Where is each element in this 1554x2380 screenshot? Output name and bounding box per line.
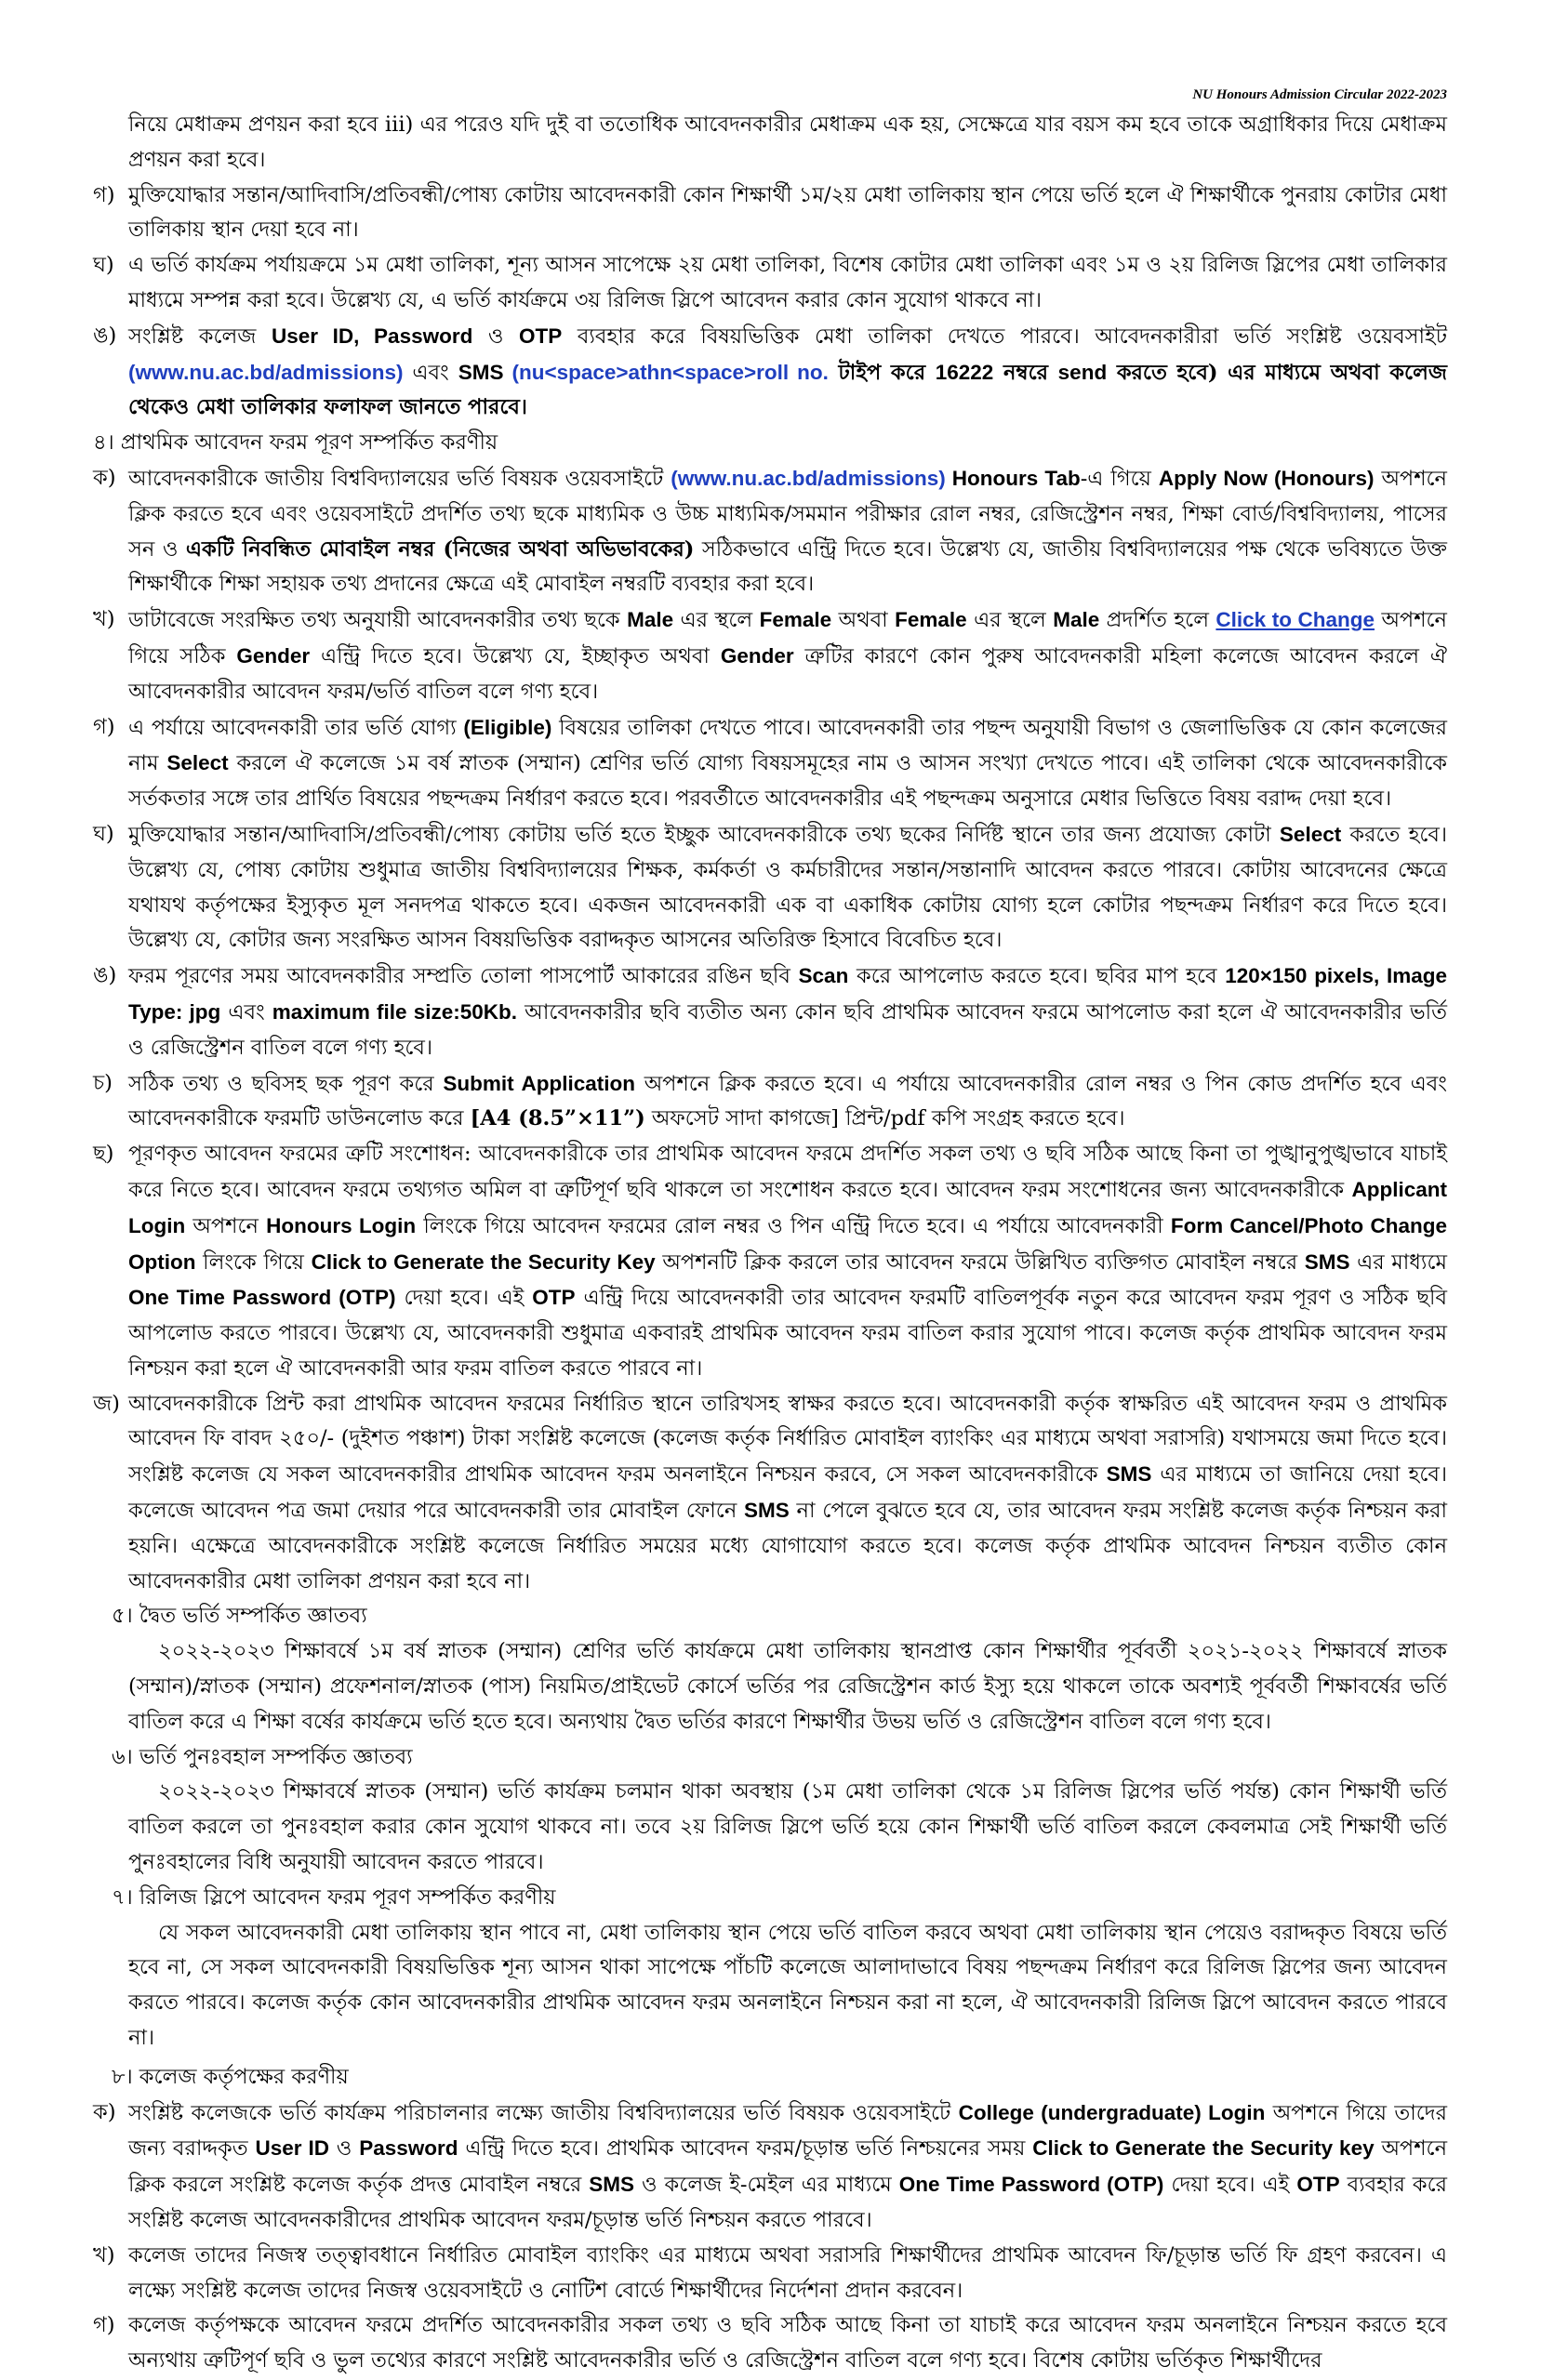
section-6-body: ২০২২-২০২৩ শিক্ষাবর্ষে স্নাতক (সম্মান) ভর্তি কার্যক্রম চলমান থাকা অবস্থায় (১ম মেধা তালিকা থেকে ১ম রিলিজ স্লিপের ভর্তি পর্যন্ত) কোন শিক্ষার্থী ভর্তি বাতিল করলে তা পুনঃবহাল করার কোন সুযোগ থাকবে না। তবে ২য় রিলিজ স্লিপে ভর্তি হয়ে কোন শিক্ষার্থী ভর্তি বাতিল করলে কেবলমাত্র সেই শিক্ষার্থী ভর্তি পুনঃবহালের বিধি অনুযায়ী আবেদন করতে পারবে। <box>128 1779 1447 1875</box>
sec8-item-ka: ক) সংশ্লিষ্ট কলেজকে ভর্তি কার্যক্রম পরিচালনার লক্ষ্যে জাতীয় বিশ্ববিদ্যালয়ের ভর্তি বিষয়ক ওয়েবসাইটে College (undergraduate) Login অপশনে গিয়ে তাদের জন্য বরাদ্দকৃত User ID ও Password এন্ট্রি দিতে হবে। প্রাথমিক আবেদন ফরম/চূড়ান্ত ভর্তি নিশ্চয়নের সময় Click to Generate the Security key অপশনে ক্লিক করলে সংশ্লিষ্ট কলেজ কর্তৃক প্রদত্ত মোবাইল নম্বরে SMS ও কলেজ ই-মেইল এর মাধ্যমে One Time Password (OTP) দেয়া হবে। এই OTP ব্যবহার করে সংশ্লিষ্ট কলেজ আবেদনকারীদের প্রাথমিক আবেদন ফরম/চূড়ান্ত ভর্তি নিশ্চয়ন করতে পারবে। <box>93 2099 1448 2233</box>
sec8-item-kha: খ) কলেজ তাদের নিজস্ব তত্ত্বাবধানে নির্ধারিত মোবাইল ব্যাংকিং এর মাধ্যমে অথবা সরাসরি শিক্ষার্থীদের প্রাথমিক আবেদন ফি/চূড়ান্ত ভর্তি ফি গ্রহণ করবেন। এ লক্ষ্যে সংশ্লিষ্ট কলেজ তাদের নিজস্ব ওয়েবসাইটে ও নোটিশ বোর্ডে শিক্ষার্থীদের নির্দেশনা প্রদান করবেন। <box>93 2242 1447 2303</box>
section-7-heading: ৭। রিলিজ স্লিপে আবেদন ফরম পূরণ সম্পর্কিত করণীয় <box>112 1884 556 1910</box>
section-4-heading: ৪। প্রাথমিক আবেদন ফরম পূরণ সম্পর্কিত করণীয় <box>93 430 498 456</box>
sec4-item-chha: ছ) পূরণকৃত আবেদন ফরমের ত্রুটি সংশোধন: আবেদনকারীকে তার প্রাথমিক আবেদন ফরমে প্রদর্শিত সকল তথ্য ও ছবি সঠিক আছে কিনা তা পুঙ্খানুপুঙ্খভাবে যাচাই করে নিতে হবে। আবেদন ফরমে তথ্যগত অমিল বা ত্রুটিপূর্ণ ছবি থাকলে তা সংশোধন করতে হবে। আবেদন ফরম সংশোধনের জন্য আবেদনকারীকে Applicant Login অপশনে Honours Login লিংকে গিয়ে আবেদন ফরমের রোল নম্বর ও পিন এন্ট্রি দিতে হবে। এ পর্যায়ে আবেদনকারী Form Cancel/Photo Change Option লিংকে গিয়ে Click to Generate the Security Key অপশনটি ক্লিক করলে তার আবেদন ফরমে উল্লিখিত ব্যক্তিগত মোবাইল নম্বরে SMS এর মাধ্যমে One Time Password (OTP) দেয়া হবে। এই OTP এন্ট্রি দিয়ে আবেদনকারী তার আবেদন ফরমটি বাতিলপূর্বক নতুন করে আবেদন ফরম পূরণ ও সঠিক ছবি আপলোড করতে পারবে। উল্লেখ্য যে, আবেদনকারী শুধুমাত্র একবারই প্রাথমিক আবেদন ফরম বাতিল করার সুযোগ পাবে। কলেজ কর্তৃক প্রাথমিক আবেদন ফরম নিশ্চয়ন করা হলে ঐ আবেদনকারী আর ফরম বাতিল করতে পারবে না। <box>93 1142 1447 1381</box>
section-5-heading: ৫। দ্বৈত ভর্তি সম্পর্কিত জ্ঞাতব্য <box>112 1604 367 1629</box>
section-7-body: যে সকল আবেদনকারী মেধা তালিকায় স্থান পাবে না, মেধা তালিকায় স্থান পেয়ে ভর্তি বাতিল করবে অথবা মেধা তালিকায় স্থান পেয়েও বরাদ্দকৃত বিষয়ে ভর্তি হবে না, সে সকল আবেদনকারী বিষয়ভিত্তিক শূন্য আসন থাকা সাপেক্ষে পাঁচটি কলেজে আলাদাভাবে বিষয় পছন্দক্রম নির্ধারণ করে রিলিজ স্লিপের জন্য আবেদন করতে পারবে। কলেজ কর্তৃক কোন আবেদনকারীর প্রাথমিক আবেদন ফরম অনলাইনে নিশ্চয়ন করা না হলে, ঐ আবেদনকারী রিলিজ স্লিপে আবেদন করতে পারবে না। <box>128 1920 1447 2051</box>
sec4-item-gha: ঘ) মুক্তিযোদ্ধার সন্তান/আদিবাসি/প্রতিবন্ধী/পোষ্য কোটায় ভর্তি হতে ইচ্ছুক আবেদনকারীকে তথ্য ছকের নির্দিষ্ট স্থানে তার জন্য প্রযোজ্য কোটা Select করতে হবে। উল্লেখ্য যে, পোষ্য কোটায় শুধুমাত্র জাতীয় বিশ্ববিদ্যালয়ের শিক্ষক, কর্মকর্তা ও কর্মচারীদের সন্তান/সন্তানাদি আবেদন করতে পারবে। কোটায় আবেদনের ক্ষেত্রে যথাযথ কর্তৃপক্ষের ইস্যুকৃত মূল সনদপত্র থাকতে হবে। একজন আবেদনকারী এক বা একাধিক কোটায় যোগ্য হলে কোটার পছন্দক্রম নির্ধারণ করে দিতে হবে। উল্লেখ্য যে, কোটার জন্য সংরক্ষিত আসন বিষয়ভিত্তিক বরাদ্দকৃত আসনের অতিরিক্ত হিসাবে বিবেচিত হবে। <box>93 821 1447 953</box>
circular-document <box>93 108 1447 2379</box>
sec4-item-cha: চ) সঠিক তথ্য ও ছবিসহ ছক পূরণ করে Submit Application অপশনে ক্লিক করতে হবে। এ পর্যায়ে আবেদনকারীর রোল নম্বর ও পিন কোড প্রদর্শিত হবে এবং আবেদনকারীকে ফরমটি ডাউনলোড করে [A4 (8.5”×11”) অফসেট সাদা কাগজে] প্রিন্ট/pdf কপি সংগ্রহ করতে হবে। <box>93 1070 1447 1131</box>
list-item-gha-merit: ঘ) এ ভর্তি কার্যক্রম পর্যায়ক্রমে ১ম মেধা তালিকা, শূন্য আসন সাপেক্ষে ২য় মেধা তালিকা, বিশেষ কোটার মেধা তালিকা এবং ১ম ও ২য় রিলিজ স্লিপের মেধা তালিকার মাধ্যমে সম্পন্ন করা হবে। উল্লেখ্য যে, এ ভর্তি কার্যক্রমে ৩য় রিলিজ স্লিপে আবেদন করার কোন সুযোগ থাকবে না। <box>93 253 1447 312</box>
sec4-item-ga: গ) এ পর্যায়ে আবেদনকারী তার ভর্তি যোগ্য (Eligible) বিষয়ের তালিকা দেখতে পাবে। আবেদনকারী তার পছন্দ অনুযায়ী বিভাগ ও জেলাভিত্তিক যে কোন কলেজের নাম Select করলে ঐ কলেজে ১ম বর্ষ স্নাতক (সম্মান) শ্রেণির ভর্তি যোগ্য বিষয়সমূহের নাম ও আসন সংখ্যা দেখতে পাবে। এই তালিকা থেকে আবেদনকারীকে সর্তকতার সঙ্গে তার প্রার্থিত বিষয়ের পছন্দক্রম নির্ধারণ করতে হবে। পরবর্তীতে আবেদনকারীর এই পছন্দক্রম অনুসারে মেধার ভিত্তিতে বিষয় বরাদ্দ দেয়া হবে। <box>93 714 1447 812</box>
section-8-heading: ৮। কলেজ কর্তৃপক্ষের করণীয় <box>112 2064 349 2089</box>
sms-format: (nu<space>athn<space>roll no. <box>503 360 829 384</box>
click-to-change-link[interactable]: Click to Change <box>1215 608 1375 632</box>
section-6-heading: ৬। ভর্তি পুনঃবহাল সম্পর্কিত জ্ঞাতব্য <box>112 1744 413 1769</box>
admissions-url[interactable]: (www.nu.ac.bd/admissions) <box>671 466 946 490</box>
continuation-paragraph: নিয়ে মেধাক্রম প্রণয়ন করা হবে iii) এর পরেও যদি দুই বা ততোধিক আবেদনকারীর মেধাক্রম এক হয়, সেক্ষেত্রে যার বয়স কম হবে তাকে অগ্রাধিকার দিয়ে মেধাক্রম প্রণয়ন করা হবে। <box>128 112 1447 172</box>
circular-header: NU Honours Admission Circular 2022-2023 <box>1192 87 1447 102</box>
admissions-url[interactable]: (www.nu.ac.bd/admissions) <box>128 360 404 384</box>
sec4-item-umo: ঙ) ফরম পূরণের সময় আবেদনকারীর সম্প্রতি তোলা পাসপোর্ট আকারের রঙিন ছবি Scan করে আপলোড করতে হবে। ছবির মাপ হবে 120×150 pixels, Image Type: jpg এবং maximum file size:50Kb. আবেদনকারীর ছবি ব্যতীত অন্য কোন ছবি প্রাথমিক আবেদন ফরমে আপলোড করা হলে ঐ আবেদনকারীর ভর্তি ও রেজিস্ট্রেশন বাতিল বলে গণ্য হবে। <box>93 963 1448 1060</box>
sec8-item-ga: গ) কলেজ কর্তৃপক্ষকে আবেদন ফরমে প্রদর্শিত আবেদনকারীর সকল তথ্য ও ছবি সঠিক আছে কিনা তা যাচাই করে আবেদন ফরম অনলাইনে নিশ্চয়ন করতে হবে অন্যথায় ত্রুটিপূর্ণ ছবি ও ভুল তথ্যের কারণে সংশ্লিষ্ট আবেদনকারীর ভর্তি ও রেজিস্ট্রেশন বাতিল বলে গণ্য হবে। বিশেষ কোটায় ভর্তিকৃত শিক্ষার্থীদের <box>93 2313 1447 2373</box>
section-5-body: ২০২২-২০২৩ শিক্ষাবর্ষে ১ম বর্ষ স্নাতক (সম্মান) শ্রেণির ভর্তি কার্যক্রমে মেধা তালিকায় স্থানপ্রাপ্ত কোন শিক্ষার্থীর পূর্ববর্তী ২০২১-২০২২ শিক্ষাবর্ষে স্নাতক (সম্মান)/স্নাতক (সম্মান) প্রফেশনাল/স্নাতক (পাস) নিয়মিত/প্রাইভেট কোর্সে ভর্তির পর রেজিস্ট্রেশন কার্ড ইস্যু হয়ে থাকলে তাকে অবশ্যই পূর্ববর্তী শিক্ষাবর্ষের ভর্তি বাতিল করে এ শিক্ষা বর্ষের কার্যক্রমে ভর্তি হতে হবে। অন্যথায় দ্বৈত ভর্তির কারণে শিক্ষার্থীর উভয় ভর্তি ও রেজিস্ট্রেশন বাতিল বলে গণ্য হবে। <box>128 1639 1447 1734</box>
sec4-item-ka: ক) আবেদনকারীকে জাতীয় বিশ্ববিদ্যালয়ের ভর্তি বিষয়ক ওয়েবসাইটে (www.nu.ac.bd/admissions) Honours Tab-এ গিয়ে Apply Now (Honours) অপশনে ক্লিক করতে হবে এবং ওয়েবসাইটে প্রদর্শিত তথ্য ছকে মাধ্যমিক ও উচ্চ মাধ্যমিক/সমমান পরীক্ষার রোল নম্বর, রেজিস্ট্রেশন নম্বর, শিক্ষা বোর্ড/বিশ্ববিদ্যালয়, পাসের সন ও একটি নিবন্ধিত মোবাইল নম্বর (নিজের অথবা অভিভাবকের) সঠিকভাবে এন্ট্রি দিতে হবে। উল্লেখ্য যে, জাতীয় বিশ্ববিদ্যালয়ের পক্ষ থেকে ভবিষ্যতে উক্ত শিক্ষার্থীকে শিক্ষা সহায়ক তথ্য প্রদানের ক্ষেত্রে এই মোবাইল নম্বরটি ব্যবহার করা হবে। <box>93 465 1447 597</box>
sec4-item-kha: খ) ডাটাবেজে সংরক্ষিত তথ্য অনুযায়ী আবেদনকারীর তথ্য ছকে Male এর স্থলে Female অথবা Female এর স্থলে Male প্রদর্শিত হলে Click to Change অপশনে গিয়ে সঠিক Gender এন্ট্রি দিতে হবে। উল্লেখ্য যে, ইচ্ছাকৃত অথবা Gender ত্রুটির কারণে কোন পুরুষ আবেদনকারী মহিলা কলেজে আবেদন করলে ঐ আবেদনকারীর আবেদন ফরম/ভর্তি বাতিল বলে গণ্য হবে। <box>93 607 1447 704</box>
list-item-umo-result: ঙ) সংশ্লিষ্ট কলেজ User ID, Password ও OTP ব্যবহার করে বিষয়ভিত্তিক মেধা তালিকা দেখতে পারবে। আবেদনকারীরা ভর্তি সংশ্লিষ্ট ওয়েবসাইট (www.nu.ac.bd/admissions) এবং SMS (nu<space>athn<space>roll no. টাইপ করে 16222 নম্বরে send করতে হবে) এর মাধ্যমে অথবা কলেজ থেকেও মেধা তালিকার ফলাফল জানতে পারবে। <box>93 323 1447 420</box>
sec4-item-ja: জ) আবেদনকারীকে প্রিন্ট করা প্রাথমিক আবেদন ফরমের নির্ধারিত স্থানে তারিখসহ স্বাক্ষর করতে হবে। আবেদনকারী কর্তৃক স্বাক্ষরিত এই আবেদন ফরম ও প্রাথমিক আবেদন ফি বাবদ ২৫০/- (দুইশত পঞ্চাশ) টাকা সংশ্লিষ্ট কলেজে (কলেজ কর্তৃক নির্ধারিত মোবাইল ব্যাংকিং এর মাধ্যমে অথবা সরাসরি) যথাসময়ে জমা দিতে হবে। সংশ্লিষ্ট কলেজ যে সকল আবেদনকারীর প্রাথমিক আবেদন ফরম অনলাইনে নিশ্চয়ন করবে, সে সকল আবেদনকারীকে SMS এর মাধ্যমে তা জানিয়ে দেয়া হবে। কলেজে আবেদন পত্র জমা দেয়ার পরে আবেদনকারী তার মোবাইল ফোনে SMS না পেলে বুঝতে হবে যে, তার আবেদন ফরম সংশ্লিষ্ট কলেজ কর্তৃক নিশ্চয়ন করা হয়নি। এক্ষেত্রে আবেদনকারীকে সংশ্লিষ্ট কলেজে নির্ধারিত সময়ের মধ্যে যোগাযোগ করতে হবে। কলেজ কর্তৃক প্রাথমিক আবেদন নিশ্চয়ন ব্যতীত কোন আবেদনকারীর মেধা তালিকা প্রণয়ন করা হবে না। <box>93 1391 1447 1593</box>
list-item-ga-quota: গ) মুক্তিযোদ্ধার সন্তান/আদিবাসি/প্রতিবন্ধী/পোষ্য কোটায় আবেদনকারী কোন শিক্ষার্থী ১ম/২য় মেধা তালিকায় স্থান পেয়ে ভর্তি হলে ঐ শিক্ষার্থীকে পুনরায় কোটার মেধা তালিকায় স্থান দেয়া হবে না। <box>93 182 1447 243</box>
